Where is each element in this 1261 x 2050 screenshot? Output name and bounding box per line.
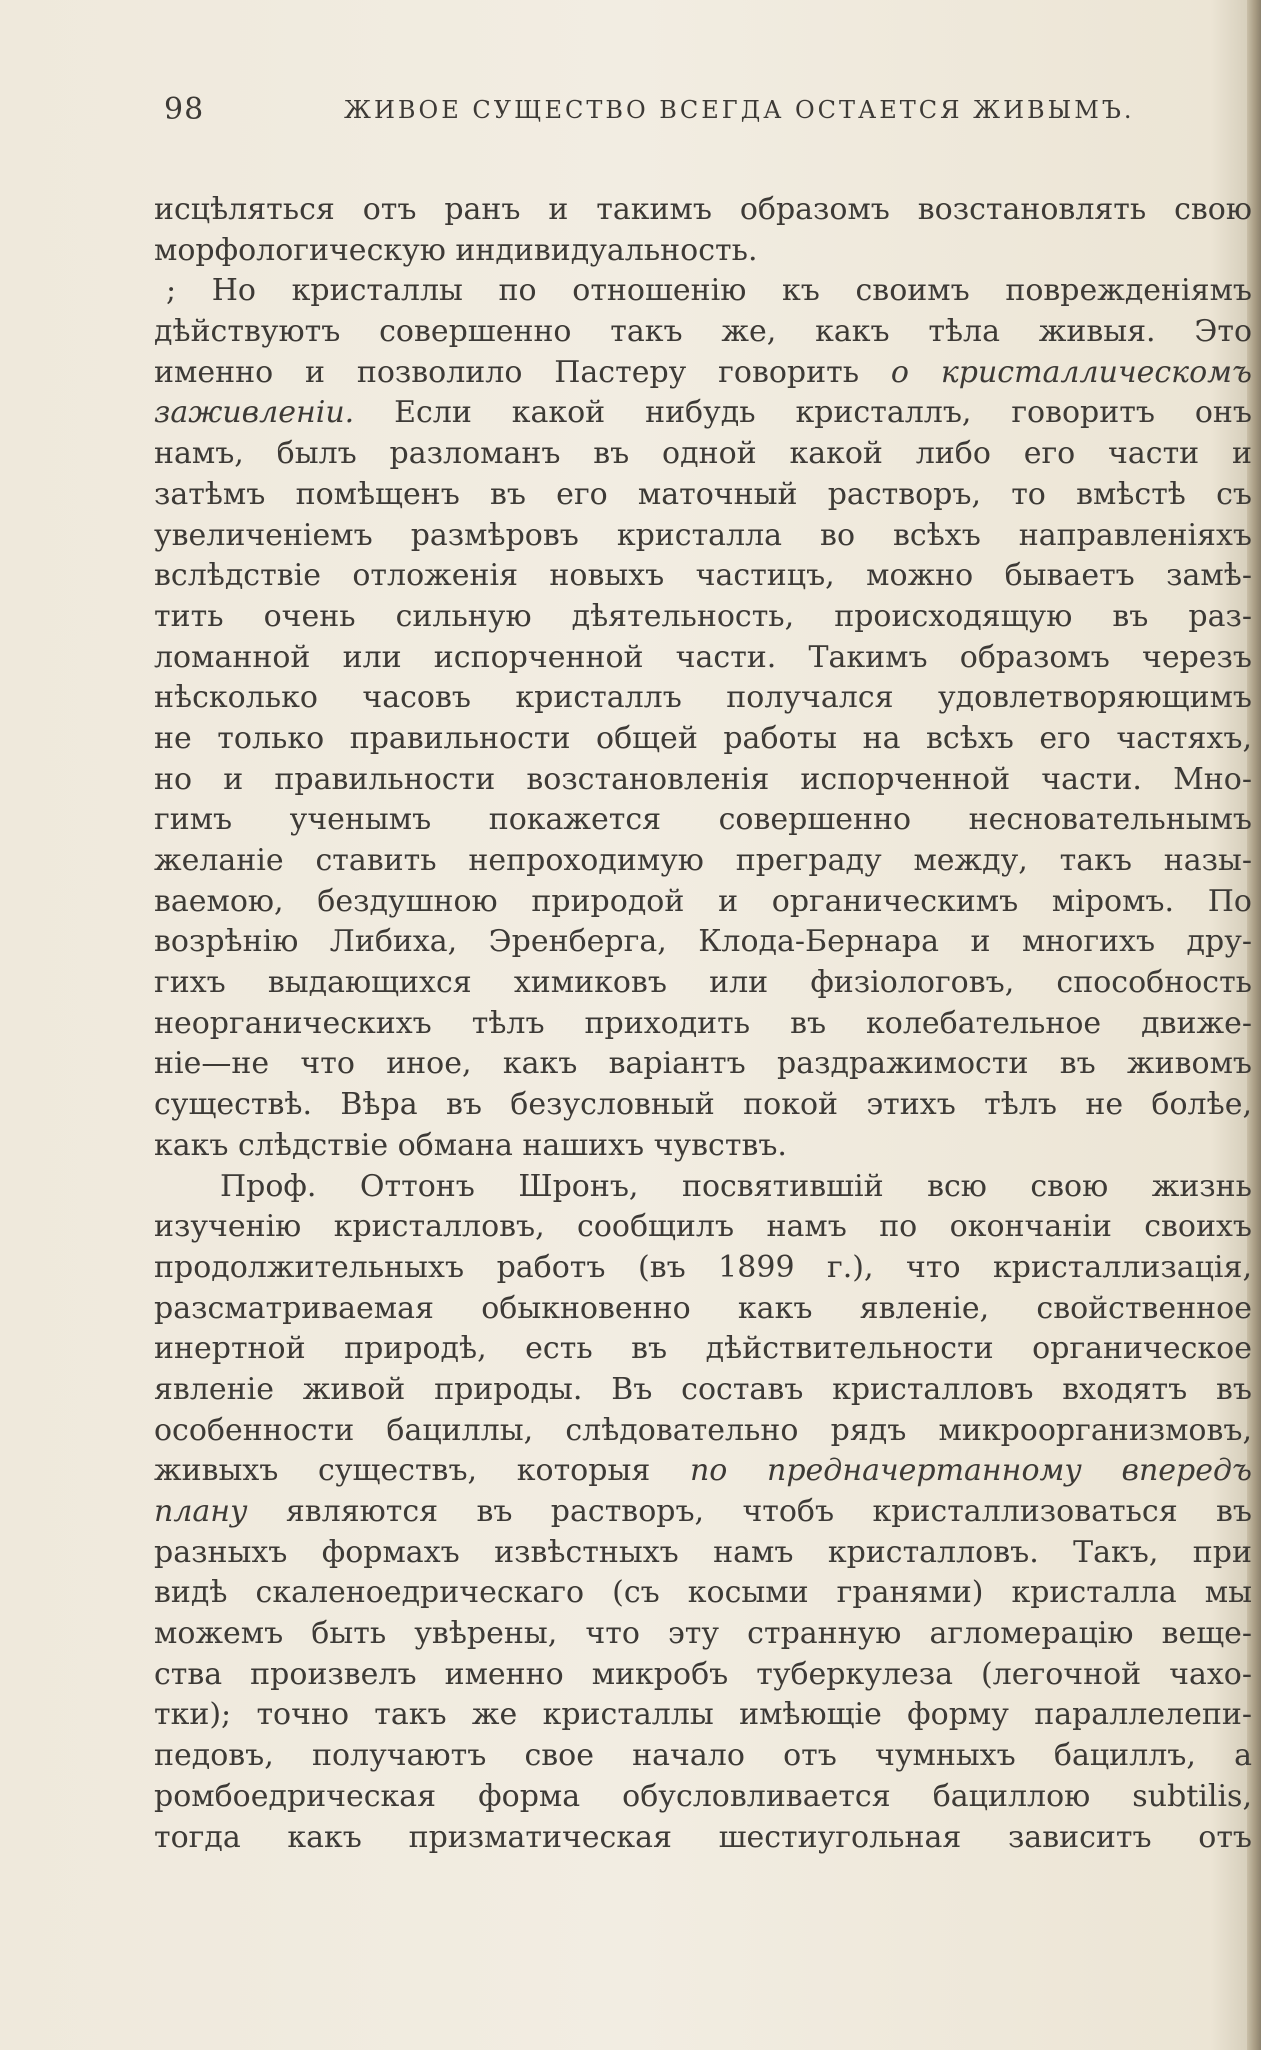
text-line: педовъ, получаютъ свое начало отъ чумныхъ бациллъ, а: [154, 1738, 1252, 1774]
text-line: но и правильности возстановленія испорченной части. Мно-: [154, 761, 1252, 797]
text-line: ромбоедрическая форма обусловливается бациллою subtilis,: [154, 1778, 1252, 1814]
text-line: затѣмъ помѣщенъ въ его маточный растворъ, то вмѣстѣ съ: [154, 476, 1252, 512]
text-line: ваемою, бездушною природой и органическимъ міромъ. По: [154, 883, 1252, 919]
text-line: разныхъ формахъ извѣстныхъ намъ кристалловъ. Такъ, при: [154, 1534, 1252, 1570]
text-line: дѣйствуютъ совершенно такъ же, какъ тѣла живыя. Это: [154, 314, 1252, 350]
text-line: гихъ выдающихся химиковъ или физіологовъ, способность: [154, 965, 1252, 1001]
text-line: тогда какъ призматическая шестиугольная зависитъ отъ: [154, 1819, 1252, 1855]
text-line: ломанной или испорченной части. Такимъ образомъ черезъ: [154, 639, 1252, 675]
text-line: нѣсколько часовъ кристаллъ получался удовлетворяющимъ: [154, 680, 1252, 716]
text-line: увеличеніемъ размѣровъ кристалла во всѣхъ направленіяхъ: [154, 517, 1252, 553]
text-line: гимъ ученымъ покажется совершенно несновательнымъ: [154, 802, 1252, 838]
text-span: именно и позволило Пастеру говорить: [154, 354, 860, 390]
text-line: ства произвелъ именно микробъ туберкулеза (легочной чахо-: [154, 1656, 1252, 1692]
text-span: являются въ растворъ, чтобъ кристаллизоваться въ: [285, 1494, 1252, 1529]
text-line: намъ, былъ разломанъ въ одной какой либо его части и: [154, 436, 1252, 472]
text-line: желаніе ставить непроходимую преграду между, такъ назы-: [154, 843, 1252, 878]
text-line: не только правильности общей работы на всѣхъ его частяхъ,: [154, 720, 1252, 756]
text-line: исцѣляться отъ ранъ и такимъ образомъ возстановлять свою: [154, 192, 1252, 227]
text-line: вслѣдствіе отложенія новыхъ частицъ, можно бываетъ замѣ-: [154, 558, 1252, 594]
text-line: какъ слѣдствіе обмана нашихъ чувствъ.: [154, 1127, 787, 1163]
text-line: продолжительныхъ работъ (въ 1899 г.), что кристаллизація,: [154, 1249, 1252, 1285]
text-line: можемъ быть увѣрены, что эту странную агломерацію веще-: [154, 1616, 1252, 1652]
text-line: морфологическую индивидуальность.: [154, 232, 758, 268]
text-line: Проф. Оттонъ Шронъ, посвятившій всю свою жизнь: [220, 1168, 1252, 1204]
text-line: разсматриваемая обыкновенно какъ явленіе, свойственное: [154, 1290, 1252, 1326]
text-line: [154, 1492, 1252, 1533]
text-line: возрѣнію Либиха, Эренберга, Клода-Бернара и многихъ дру-: [154, 924, 1252, 960]
text-line: явленіе живой природы. Въ составъ кристалловъ входятъ въ: [154, 1371, 1252, 1407]
text-line: [154, 353, 1252, 394]
text-span: Если какой нибудь кристаллъ, говоритъ онъ: [394, 395, 1252, 431]
text-line: ; Но кристаллы по отношенію къ своимъ поврежденіямъ: [166, 273, 1252, 309]
text-line: [154, 1451, 1252, 1492]
text-line: инертной природѣ, есть въ дѣйствительности органическое: [154, 1331, 1252, 1367]
text-line: тки); точно такъ же кристаллы имѣющіе форму параллелепи-: [154, 1697, 1252, 1733]
text-line: тить очень сильную дѣятельность, происходящую въ раз-: [154, 598, 1252, 634]
text-line: видѣ скаленоедрическаго (съ косыми гранями) кристалла мы: [154, 1575, 1252, 1611]
page-header: [164, 92, 1164, 132]
page-number: 98: [164, 92, 205, 127]
text-line: особенности бациллы, слѣдовательно рядъ микроорганизмовъ,: [154, 1412, 1252, 1448]
italic-span: о кристаллическомъ: [890, 354, 1252, 390]
body-text: [154, 190, 1252, 1858]
text-span: живыхъ существъ, которыя: [154, 1453, 651, 1489]
text-line: [154, 393, 1252, 434]
text-line: неорганическихъ тѣлъ приходить въ колебательное движе-: [154, 1005, 1252, 1041]
italic-span: по предначертанному впередъ: [689, 1453, 1252, 1489]
italic-span: плану: [154, 1494, 248, 1529]
text-line: ніе—не что иное, какъ варіантъ раздражимости въ живомъ: [154, 1046, 1252, 1082]
running-title: ЖИВОЕ СУЩЕСТВО ВСЕГДА ОСТАЕТСЯ ЖИВЫМЪ.: [344, 96, 1135, 124]
text-line: изученію кристалловъ, сообщилъ намъ по окончаніи своихъ: [154, 1209, 1252, 1245]
text-line: существѣ. Вѣра въ безусловный покой этихъ тѣлъ не болѣе,: [154, 1087, 1252, 1123]
italic-span: заживленіи.: [154, 395, 355, 431]
